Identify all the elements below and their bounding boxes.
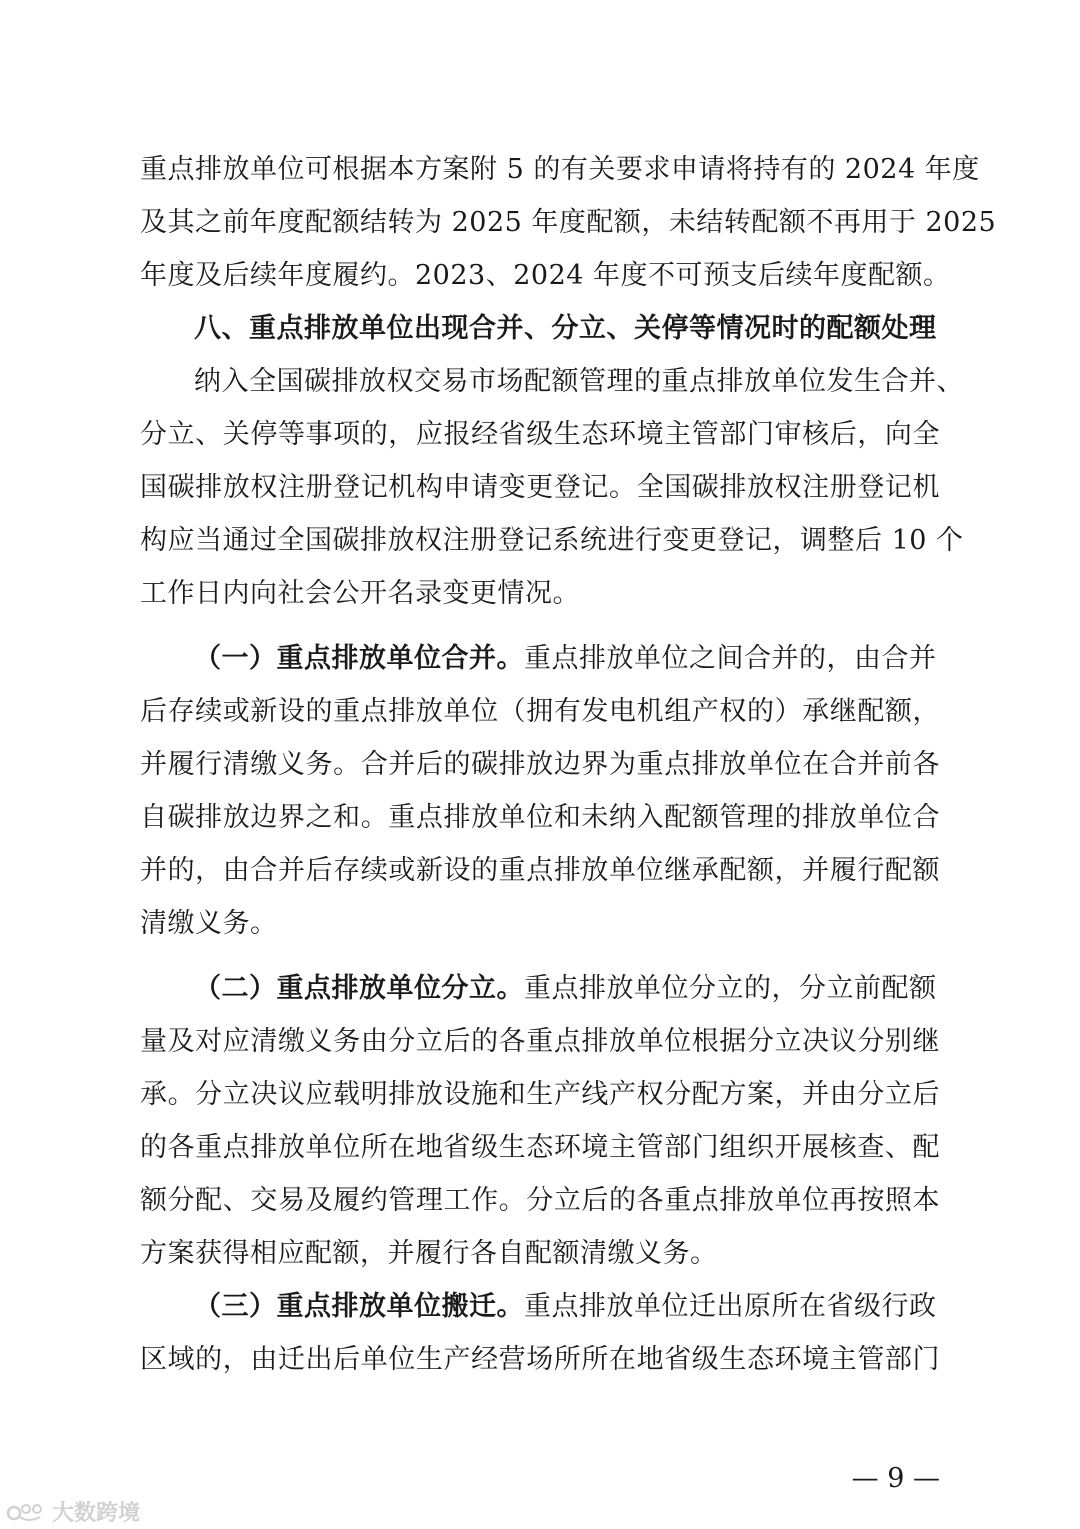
text-span: 重点排放单位迁出原所在省级行政 <box>524 1291 937 1322</box>
text-line: 并履行清缴义务。合并后的碳排放边界为重点排放单位在合并前各 <box>140 749 940 780</box>
text-line: 额分配、交易及履约管理工作。分立后的各重点排放单位再按照本 <box>140 1185 940 1216</box>
text-line: 方案获得相应配额，并履行各自配额清缴义务。 <box>140 1238 718 1269</box>
subsection-title: （二）重点排放单位分立。 <box>194 973 524 1004</box>
text-span: 重点排放单位分立的，分立前配额 <box>524 973 937 1004</box>
text-line: 清缴义务。 <box>140 908 278 939</box>
text-line <box>140 1280 940 1333</box>
text-line: 区域的，由迁出后单位生产经营场所所在地省级生态环境主管部门 <box>140 1344 940 1375</box>
paragraph <box>140 355 964 620</box>
text-line: 量及对应清缴义务由分立后的各重点排放单位根据分立决议分别继 <box>140 1026 940 1057</box>
document-body <box>140 143 997 1386</box>
paragraph <box>140 143 997 302</box>
paragraph-relocation <box>140 1280 940 1386</box>
paragraph-merger <box>140 632 940 950</box>
text-line: 的各重点排放单位所在地省级生态环境主管部门组织开展核查、配 <box>140 1132 940 1163</box>
text-line <box>140 632 940 685</box>
watermark <box>6 1496 140 1527</box>
subsection-title: （一）重点排放单位合并。 <box>194 643 524 674</box>
text-line: 国碳排放权注册登记机构申请变更登记。全国碳排放权注册登记机 <box>140 472 940 503</box>
text-line <box>140 962 940 1015</box>
watermark-text: 大数跨境 <box>52 1501 141 1526</box>
text-line: 纳入全国碳排放权交易市场配额管理的重点排放单位发生合并、 <box>194 366 964 397</box>
text-line: 分立、关停等事项的，应报经省级生态环境主管部门审核后，向全 <box>140 419 940 450</box>
text-line: 并的，由合并后存续或新设的重点排放单位继承配额，并履行配额 <box>140 855 940 886</box>
text-line: 工作日内向社会公开名录变更情况。 <box>140 578 580 609</box>
subsection-title: （三）重点排放单位搬迁。 <box>194 1291 524 1322</box>
text-line: 及其之前年度配额结转为 2025 年度配额，未结转配额不再用于 2025 <box>140 207 997 238</box>
text-line: 自碳排放边界之和。重点排放单位和未纳入配额管理的排放单位合 <box>140 802 940 833</box>
watermark-logo-icon <box>6 1501 46 1523</box>
text-line: 构应当通过全国碳排放权注册登记系统进行变更登记，调整后 10 个 <box>140 525 964 556</box>
text-line: 重点排放单位可根据本方案附 5 的有关要求申请将持有的 2024 年度 <box>140 154 980 185</box>
page-number: — 9 — <box>851 1463 940 1494</box>
text-line: 年度及后续年度履约。2023、2024 年度不可预支后续年度配额。 <box>140 260 951 291</box>
text-line: 后存续或新设的重点排放单位（拥有发电机组产权的）承继配额， <box>140 696 940 727</box>
text-span: 重点排放单位之间合并的，由合并 <box>524 643 937 674</box>
text-line: 承。分立决议应载明排放设施和生产线产权分配方案，并由分立后 <box>140 1079 940 1110</box>
section-heading: 八、重点排放单位出现合并、分立、关停等情况时的配额处理 <box>194 313 937 344</box>
paragraph-division <box>140 962 940 1280</box>
